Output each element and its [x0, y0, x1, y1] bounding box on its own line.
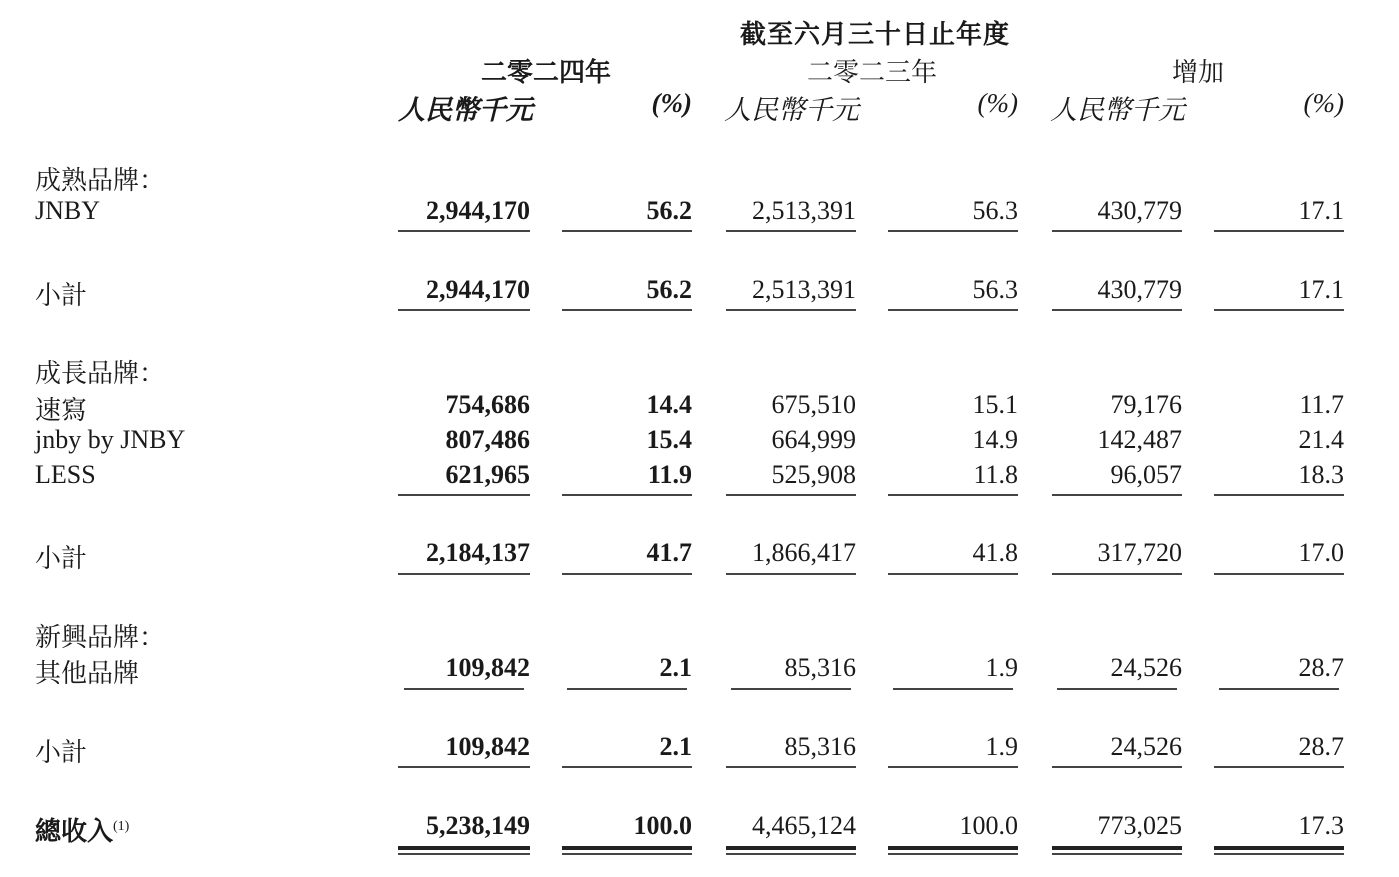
underline: [888, 494, 1018, 496]
value-increase: 773,025: [1097, 811, 1182, 840]
value-2023: 1,866,417: [752, 538, 856, 567]
value-2024: 621,965: [445, 460, 530, 489]
value-increase: 142,487: [1097, 425, 1182, 454]
pct-2024: 11.9: [647, 460, 692, 489]
underline: [1052, 494, 1182, 496]
underline: [1214, 309, 1344, 311]
underline: [567, 688, 687, 690]
pct-2023: 41.8: [972, 538, 1018, 567]
underline: [1052, 230, 1182, 232]
subtotal-label: 小計: [35, 738, 88, 767]
value-2024: 754,686: [445, 390, 530, 419]
value-2024: 2,944,170: [426, 196, 530, 225]
value-2023: 2,513,391: [752, 196, 856, 225]
underline: [1052, 766, 1182, 768]
underline: [726, 494, 856, 496]
value-2023: 675,510: [771, 390, 856, 419]
section-title-emerging: 新興品牌：: [35, 623, 166, 652]
unit-2024: 人民幣千元: [398, 95, 533, 125]
value-increase: 79,176: [1110, 390, 1182, 419]
total-label-text: 總收入: [35, 817, 114, 846]
pct-increase: 28.7: [1298, 732, 1344, 761]
row-label: 其他品牌: [35, 659, 140, 688]
pct-2023: 14.9: [972, 425, 1018, 454]
pct-2024: 2.1: [659, 653, 692, 682]
underline: [731, 688, 851, 690]
value-2023: 2,513,391: [752, 275, 856, 304]
value-2023: 85,316: [784, 732, 856, 761]
underline: [888, 766, 1018, 768]
underline: [888, 309, 1018, 311]
value-increase: 24,526: [1110, 653, 1182, 682]
pct-2024: 100.0: [633, 811, 692, 840]
underline: [888, 573, 1018, 575]
underline: [1219, 688, 1339, 690]
pct-2023: 11.8: [973, 460, 1018, 489]
subtotal-label: 小計: [35, 281, 88, 310]
section-title-growth: 成長品牌：: [35, 359, 166, 388]
value-2024: 2,944,170: [426, 275, 530, 304]
row-label: JNBY: [35, 196, 101, 225]
underline: [726, 230, 856, 232]
underline: [1052, 573, 1182, 575]
pct-2023: 15.1: [972, 390, 1018, 419]
pct-increase: 11.7: [1299, 390, 1344, 419]
pct-increase: 18.3: [1298, 460, 1344, 489]
underline: [562, 494, 692, 496]
pct-2023: 56.3: [972, 275, 1018, 304]
period-header: 截至六月三十日止年度: [739, 20, 1010, 49]
value-increase: 430,779: [1097, 275, 1182, 304]
pct-2024-header: (%): [651, 88, 692, 118]
section-title-mature: 成熟品牌：: [35, 166, 166, 195]
underline: [562, 573, 692, 575]
subtotal-label: 小計: [35, 544, 88, 573]
underline: [398, 494, 530, 496]
pct-increase: 28.7: [1298, 653, 1344, 682]
underline: [398, 766, 530, 768]
value-2024: 109,842: [445, 732, 530, 761]
pct-2023: 56.3: [972, 196, 1018, 225]
double-underline: [1052, 846, 1182, 855]
underline: [1214, 766, 1344, 768]
double-underline: [398, 846, 530, 855]
value-increase: 24,526: [1110, 732, 1182, 761]
underline: [1214, 494, 1344, 496]
unit-increase: 人民幣千元: [1050, 95, 1185, 125]
value-2023: 85,316: [784, 653, 856, 682]
value-2024: 109,842: [445, 653, 530, 682]
pct-2024: 41.7: [646, 538, 692, 567]
pct-increase: 17.3: [1298, 811, 1344, 840]
underline: [562, 230, 692, 232]
double-underline: [888, 846, 1018, 855]
value-2023: 4,465,124: [752, 811, 856, 840]
pct-2023-header: (%): [977, 88, 1018, 118]
row-label: 速寫: [35, 396, 88, 425]
underline: [726, 309, 856, 311]
underline: [1214, 573, 1344, 575]
pct-2023: 1.9: [985, 732, 1018, 761]
unit-2023: 人民幣千元: [724, 95, 859, 125]
pct-increase: 21.4: [1298, 425, 1344, 454]
underline: [1057, 688, 1177, 690]
pct-increase-header: (%): [1303, 88, 1344, 118]
underline: [398, 573, 530, 575]
underline: [1214, 230, 1344, 232]
value-2023: 525,908: [771, 460, 856, 489]
row-label: LESS: [35, 460, 96, 489]
pct-increase: 17.1: [1298, 275, 1344, 304]
pct-2023: 100.0: [959, 811, 1018, 840]
total-label: [35, 811, 129, 848]
underline: [726, 573, 856, 575]
underline: [562, 309, 692, 311]
pct-2023: 1.9: [985, 653, 1018, 682]
pct-2024: 56.2: [646, 275, 692, 304]
double-underline: [562, 846, 692, 855]
increase-header: 增加: [1171, 58, 1224, 87]
underline: [888, 230, 1018, 232]
double-underline: [1214, 846, 1344, 855]
value-2024: 807,486: [445, 425, 530, 454]
footnote-marker: (1): [113, 819, 130, 834]
underline: [404, 688, 524, 690]
underline: [1052, 309, 1182, 311]
pct-increase: 17.0: [1298, 538, 1344, 567]
value-2024: 2,184,137: [426, 538, 530, 567]
pct-increase: 17.1: [1298, 196, 1344, 225]
double-underline: [726, 846, 856, 855]
pct-2024: 14.4: [646, 390, 692, 419]
value-increase: 96,057: [1110, 460, 1182, 489]
year-2024-header: 二零二四年: [480, 58, 611, 87]
pct-2024: 15.4: [646, 425, 692, 454]
value-increase: 430,779: [1097, 196, 1182, 225]
underline: [893, 688, 1013, 690]
pct-2024: 56.2: [646, 196, 692, 225]
value-2023: 664,999: [771, 425, 856, 454]
value-2024: 5,238,149: [426, 811, 530, 840]
underline: [726, 766, 856, 768]
underline: [398, 230, 530, 232]
row-label: jnby by JNBY: [35, 425, 186, 454]
value-increase: 317,720: [1097, 538, 1182, 567]
pct-2024: 2.1: [659, 732, 692, 761]
underline: [398, 309, 530, 311]
year-2023-header: 二零二三年: [806, 58, 937, 87]
underline: [562, 766, 692, 768]
